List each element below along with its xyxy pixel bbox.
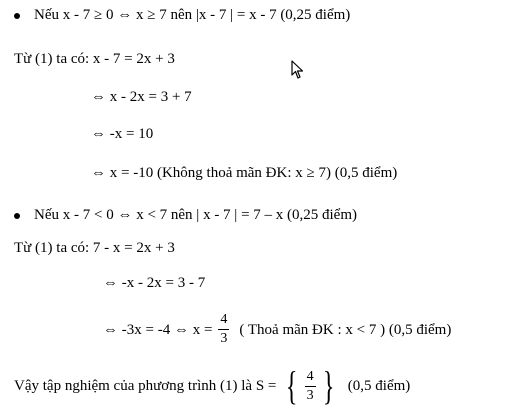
conclusion: [14, 363, 411, 408]
case-2-step-2: [103, 313, 451, 346]
solution-denominator: 3: [306, 387, 314, 403]
case-2-heading: Nếu x - 7 < 0 ⇔ x < 7 nên | x - 7 | = 7 – x (0,25 điểm): [34, 207, 358, 223]
case-2-intro: Từ (1) ta có: 7 - x = 2x + 3: [14, 240, 175, 256]
case-1-step-2: ⇔ -x = 10: [91, 126, 154, 142]
conclusion-score: (0,5 điểm): [347, 378, 411, 394]
mouse-cursor-icon: [291, 60, 305, 80]
brace-close: }: [322, 363, 334, 408]
fraction-numerator: 4: [218, 313, 229, 330]
bullet-case-2: [14, 213, 20, 219]
solution-numerator: 4: [305, 370, 316, 387]
case-1-heading: Nếu x - 7 ≥ 0 ⇔ x ≥ 7 nên |x - 7 | = x - 7 (0,25 điểm): [34, 7, 351, 23]
solution-set: [282, 363, 337, 408]
case-1-step-1: ⇔ x - 2x = 3 + 7: [91, 89, 192, 105]
brace-open: {: [286, 363, 298, 408]
fraction-denominator: 3: [220, 331, 228, 346]
conclusion-text: Vậy tập nghiệm của phương trình (1) là S =: [14, 378, 277, 394]
bullet-case-1: [14, 13, 20, 19]
solution-fraction: [305, 370, 316, 403]
case-2-step-2-text: ⇔ -3x = -4 ⇔ x =: [103, 321, 213, 338]
fraction-four-thirds: [218, 313, 229, 346]
case-1-intro: Từ (1) ta có: x - 7 = 2x + 3: [14, 51, 175, 67]
case-2-step-1: ⇔ -x - 2x = 3 - 7: [103, 275, 206, 291]
case-1-step-3: ⇔ x = -10 (Không thoả mãn ĐK: x ≥ 7) (0,5 điểm): [91, 165, 398, 181]
case-2-step-2-condition: ( Thoả mãn ĐK : x < 7 ) (0,5 điểm): [239, 321, 452, 338]
